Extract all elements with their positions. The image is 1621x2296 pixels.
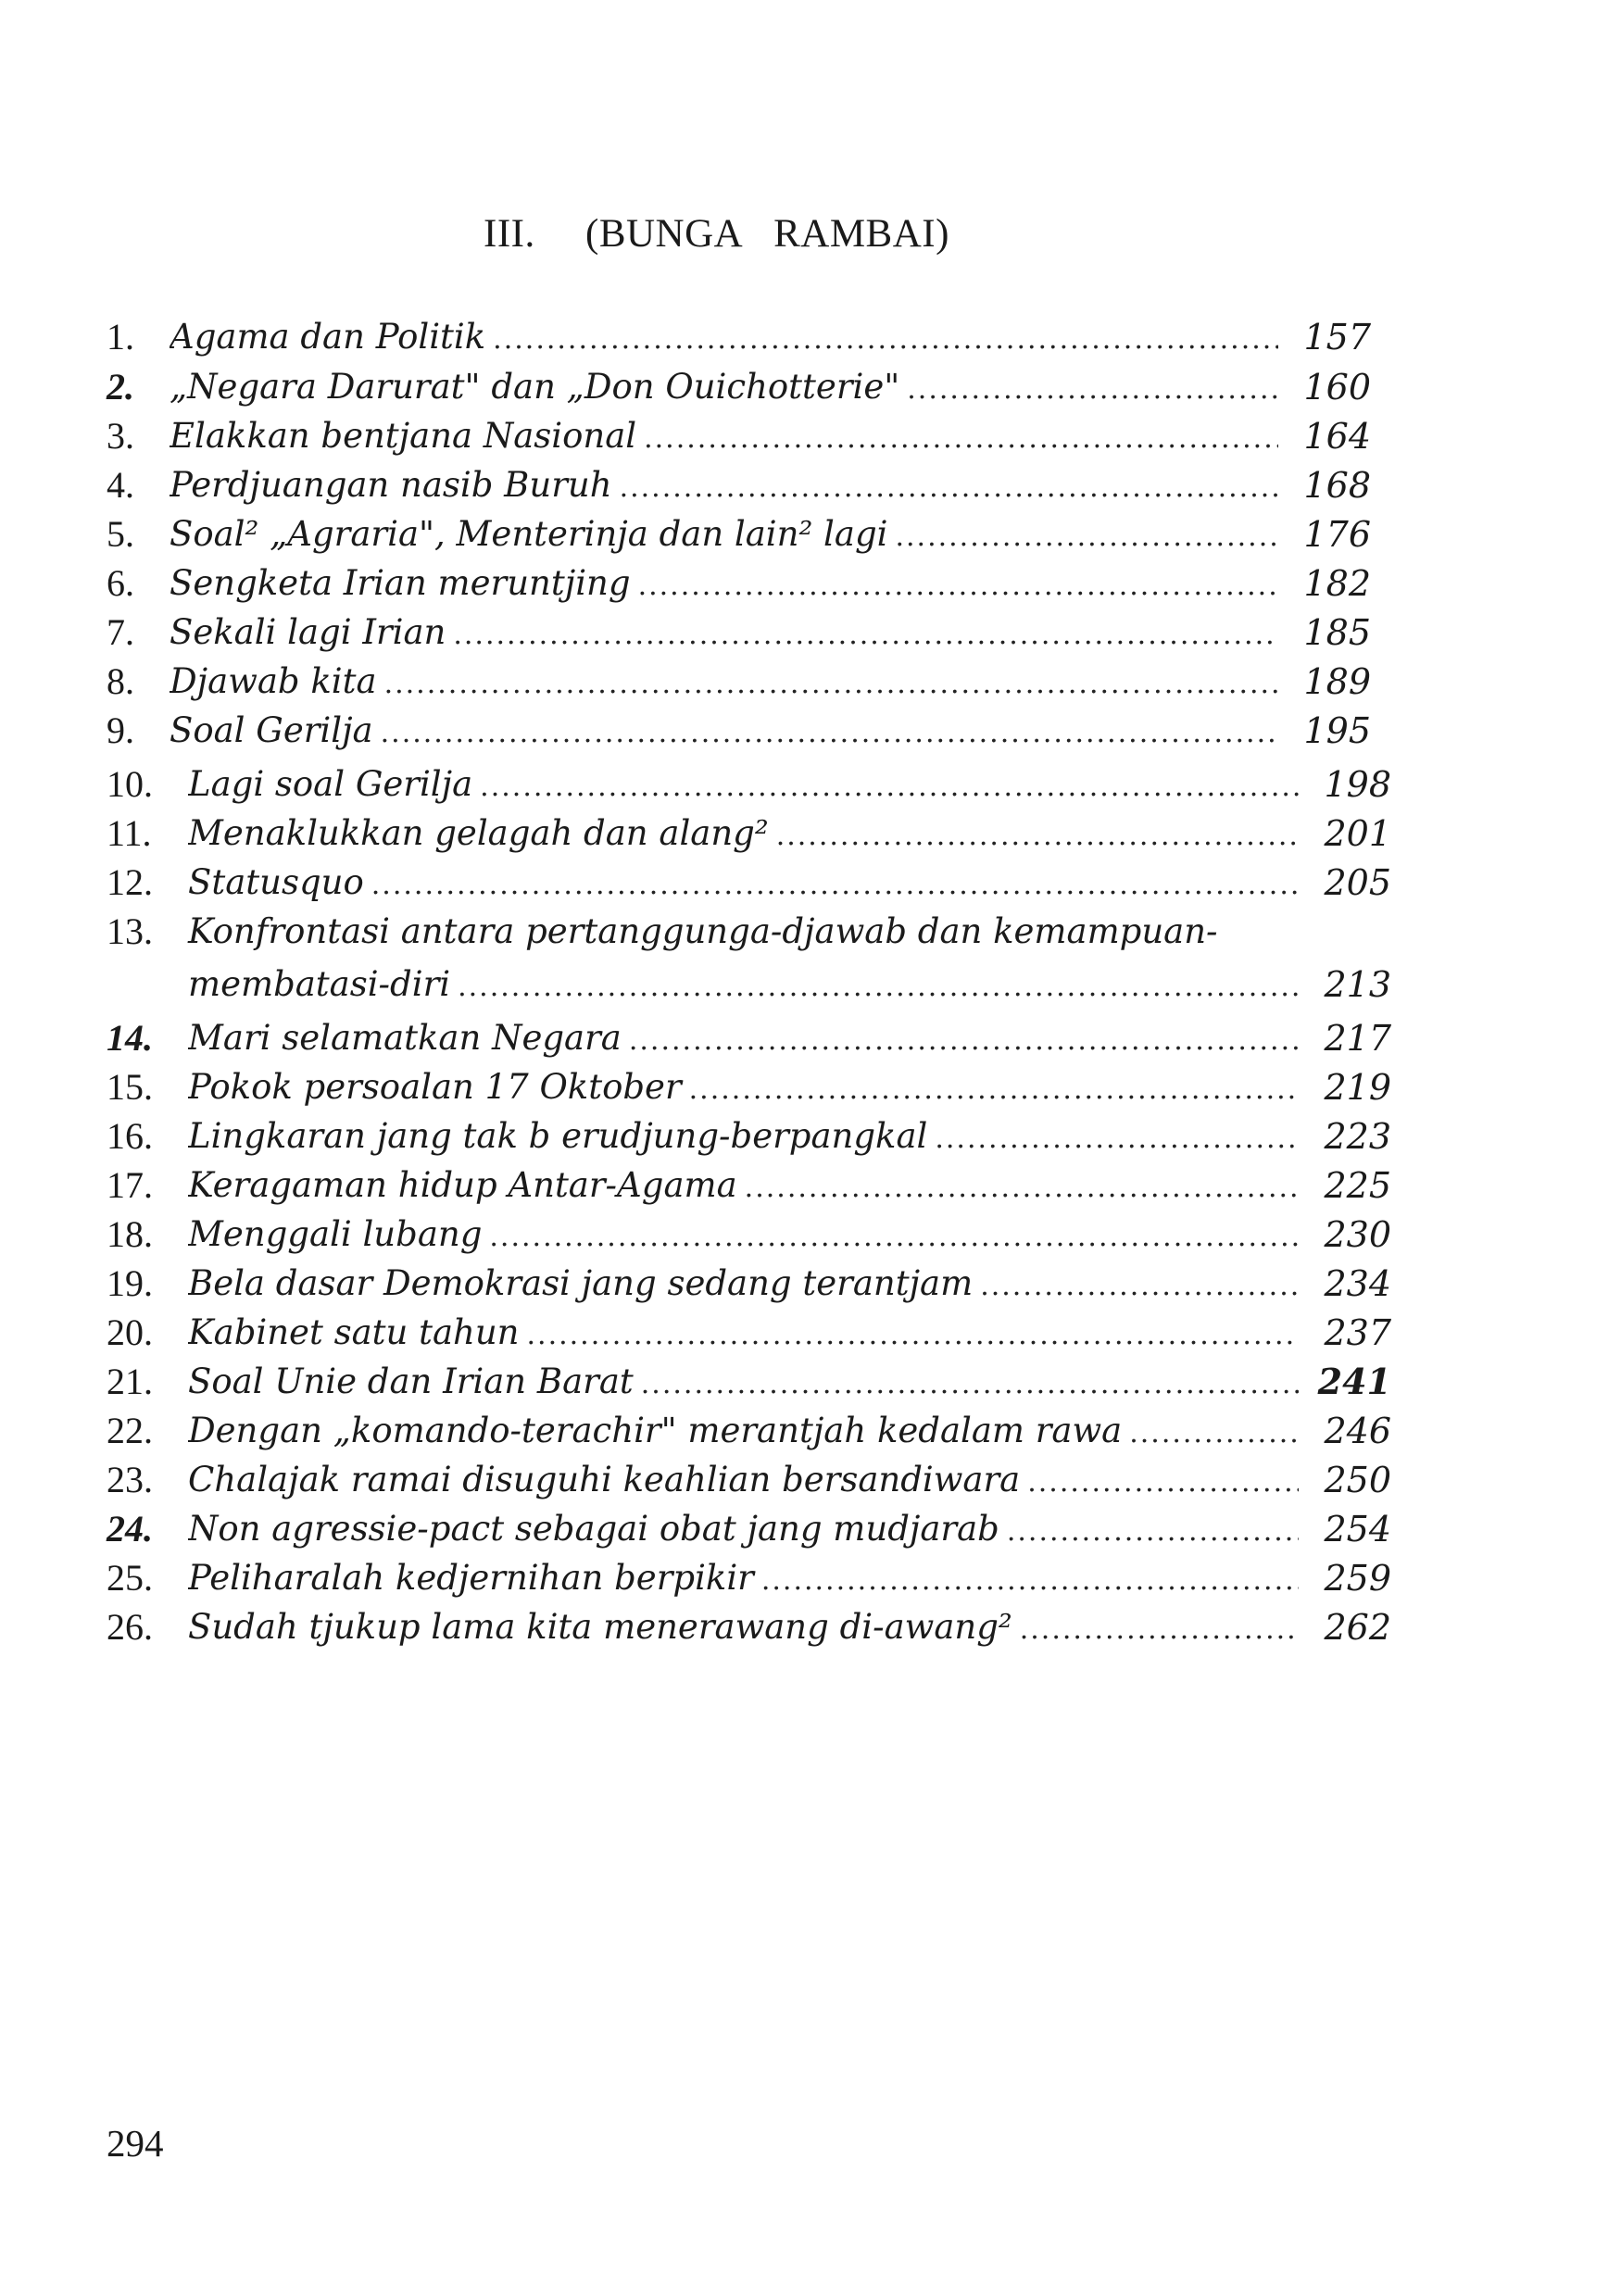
toc-entry xyxy=(0,510,1621,558)
toc-entry-page: 223 xyxy=(1324,1116,1391,1157)
toc-entry-page: 185 xyxy=(1303,612,1371,653)
toc-entry-page: 225 xyxy=(1324,1165,1391,1206)
toc-entry xyxy=(0,809,1621,858)
toc-entry-page: 160 xyxy=(1303,367,1371,408)
toc-entry-number: 17. xyxy=(107,1164,153,1206)
toc-entry-title: Kabinet satu tahun xyxy=(188,1312,520,1352)
toc-entry xyxy=(0,609,1621,657)
toc-entry xyxy=(0,1161,1621,1210)
toc-entry-page: 241 xyxy=(1317,1361,1391,1402)
dot-leader xyxy=(689,1066,1299,1114)
toc-entry-page: 201 xyxy=(1324,813,1391,854)
toc-entry-page: 182 xyxy=(1303,563,1371,604)
dot-leader xyxy=(629,1017,1299,1065)
dot-leader xyxy=(638,562,1278,610)
toc-entry xyxy=(0,1407,1621,1455)
dot-leader xyxy=(453,611,1278,659)
toc-entry xyxy=(0,1358,1621,1406)
toc-entry-title: Soal Gerilja xyxy=(170,710,373,750)
dot-leader xyxy=(895,513,1278,561)
toc-entry-title: Perdjuangan nasib Buruh xyxy=(170,465,612,505)
toc-entry-number: 14. xyxy=(107,1017,153,1059)
toc-entry-number: 23. xyxy=(107,1459,153,1500)
toc-entry-page: 195 xyxy=(1303,710,1371,751)
toc-entry-number: 19. xyxy=(107,1262,153,1304)
toc-entry-number: 8. xyxy=(107,660,134,702)
toc-entry-page: 237 xyxy=(1324,1312,1391,1353)
toc-entry-number: 16. xyxy=(107,1115,153,1157)
toc-entry-number: 3. xyxy=(107,415,134,457)
toc-entry-number: 18. xyxy=(107,1213,153,1255)
toc-entry xyxy=(0,1014,1621,1062)
toc-entry-number: 6. xyxy=(107,562,134,604)
toc-entry-page: 168 xyxy=(1303,465,1371,506)
toc-entry xyxy=(0,908,1621,956)
toc-entry-number: 1. xyxy=(107,316,134,358)
toc-entry-number: 12. xyxy=(107,861,153,903)
dot-leader xyxy=(644,415,1278,463)
toc-entry xyxy=(0,1554,1621,1602)
dot-leader xyxy=(1027,1459,1299,1507)
toc-entry xyxy=(0,412,1621,460)
toc-entry-number: 20. xyxy=(107,1311,153,1353)
toc-entry-page: 259 xyxy=(1324,1558,1391,1599)
toc-entry-page: 234 xyxy=(1324,1263,1391,1304)
toc-entry-number: 24. xyxy=(107,1508,153,1549)
dot-leader xyxy=(381,709,1278,758)
toc-entry-number: 13. xyxy=(107,910,153,952)
page-number: 294 xyxy=(107,2122,164,2164)
toc-entry-page: 157 xyxy=(1303,317,1371,358)
toc-entry-title-continued: membatasi-diri xyxy=(188,964,451,1004)
dot-leader xyxy=(745,1164,1299,1212)
toc-entry-number: 21. xyxy=(107,1361,153,1402)
toc-entry-title: Pokok persoalan 17 Oktober xyxy=(188,1067,682,1107)
toc-entry-title: Statusquo xyxy=(188,862,364,902)
dot-leader xyxy=(480,763,1299,811)
toc-entry-page: 262 xyxy=(1324,1607,1391,1648)
toc-entry-page: 164 xyxy=(1303,416,1371,457)
toc-entry-number: 5. xyxy=(107,513,134,555)
toc-entry-page: 213 xyxy=(1324,964,1391,1005)
toc-entry-number: 2. xyxy=(107,366,134,408)
toc-entry-page: 205 xyxy=(1324,862,1391,903)
toc-entry-title: Agama dan Politik xyxy=(170,317,486,357)
toc-entry xyxy=(0,313,1621,361)
toc-entry-page: 189 xyxy=(1303,661,1371,702)
toc-entry-page: 219 xyxy=(1324,1067,1391,1108)
toc-entry-page: 198 xyxy=(1324,764,1391,805)
toc-entry xyxy=(0,1505,1621,1553)
toc-entry-page: 250 xyxy=(1324,1460,1391,1500)
toc-entry-title: „Negara Darurat" dan „Don Ouichotterie" xyxy=(170,367,900,407)
dot-leader xyxy=(641,1361,1299,1409)
toc-entry-title: Lingkaran jang tak b erudjung-berpangkal xyxy=(188,1116,928,1156)
dot-leader xyxy=(371,861,1299,910)
dot-leader xyxy=(907,366,1278,414)
toc-entry-title: Konfrontasi antara pertanggunga-djawab dan kemampuan- xyxy=(188,911,1218,951)
toc-entry-title: Sudah tjukup lama kita menerawang di-awang² xyxy=(188,1607,1012,1647)
toc-entry-title: Elakkan bentjana Nasional xyxy=(170,416,637,456)
toc-entry xyxy=(0,1112,1621,1161)
dot-leader xyxy=(761,1557,1299,1605)
toc-entry-title: Menaklukkan gelagah dan alang² xyxy=(188,813,769,853)
toc-entry-continuation xyxy=(0,960,1621,1009)
toc-entry xyxy=(0,461,1621,509)
toc-entry xyxy=(0,658,1621,706)
toc-entry-number: 22. xyxy=(107,1410,153,1451)
toc-entry-title: Mari selamatkan Negara xyxy=(188,1018,622,1058)
toc-entry-page: 176 xyxy=(1303,514,1371,555)
toc-entry xyxy=(0,1309,1621,1357)
toc-entry xyxy=(0,707,1621,755)
toc-entry-page: 254 xyxy=(1324,1509,1391,1549)
toc-entry xyxy=(0,1260,1621,1308)
dot-leader xyxy=(493,316,1278,364)
toc-entry xyxy=(0,1063,1621,1111)
toc-entry-title: Chalajak ramai disuguhi keahlian bersandiwara xyxy=(188,1460,1021,1499)
toc-entry xyxy=(0,1211,1621,1259)
toc-entry-title: Soal² „Agraria", Menterinja dan lain² lagi xyxy=(170,514,888,554)
dot-leader xyxy=(935,1115,1299,1163)
dot-leader xyxy=(980,1262,1299,1311)
toc-entry-title: Bela dasar Demokrasi jang sedang terantjam xyxy=(188,1263,974,1303)
dot-leader xyxy=(1020,1606,1299,1654)
toc-entry-number: 7. xyxy=(107,611,134,653)
toc-entry-title: Keragaman hidup Antar-Agama xyxy=(188,1165,737,1205)
toc-entry-page: 217 xyxy=(1324,1018,1391,1059)
dot-leader xyxy=(527,1311,1300,1360)
dot-leader xyxy=(1129,1410,1299,1458)
toc-entry xyxy=(0,1603,1621,1651)
toc-entry-title: Lagi soal Gerilja xyxy=(188,764,473,804)
toc-entry-number: 9. xyxy=(107,709,134,751)
dot-leader xyxy=(1007,1508,1299,1556)
toc-entry-number: 4. xyxy=(107,464,134,506)
toc-entry xyxy=(0,859,1621,907)
toc-entry-page: 246 xyxy=(1324,1411,1391,1451)
toc-entry-title: Non agressie-pact sebagai obat jang mudjarab xyxy=(188,1509,999,1549)
toc-entry xyxy=(0,559,1621,608)
dot-leader xyxy=(620,464,1278,512)
dot-leader xyxy=(776,812,1299,860)
dot-leader xyxy=(384,660,1278,709)
toc-entry-title: Sekali lagi Irian xyxy=(170,612,446,652)
toc-entry-number: 26. xyxy=(107,1606,153,1648)
toc-entry-title: Dengan „komando-terachir" merantjah kedalam rawa xyxy=(188,1411,1123,1450)
toc-entry-number: 15. xyxy=(107,1066,153,1108)
dot-leader xyxy=(458,963,1299,1011)
dot-leader xyxy=(489,1213,1299,1261)
toc-entry xyxy=(0,363,1621,411)
toc-entry-title: Peliharalah kedjernihan berpikir xyxy=(188,1558,754,1598)
toc-entry-number: 25. xyxy=(107,1557,153,1599)
toc-entry-title: Soal Unie dan Irian Barat xyxy=(188,1361,634,1401)
toc-entry xyxy=(0,760,1621,809)
toc-entry-number: 10. xyxy=(107,763,153,805)
toc-entry-number: 11. xyxy=(107,812,152,854)
toc-entry-page: 230 xyxy=(1324,1214,1391,1255)
toc-entry-title: Menggali lubang xyxy=(188,1214,483,1254)
toc-entry xyxy=(0,1456,1621,1504)
section-number: III. xyxy=(484,212,535,256)
toc-entry-title: Sengketa Irian meruntjing xyxy=(170,563,631,603)
section-title: (BUNGA RAMBAI) xyxy=(585,212,949,256)
toc-entry-title: Djawab kita xyxy=(170,661,377,701)
